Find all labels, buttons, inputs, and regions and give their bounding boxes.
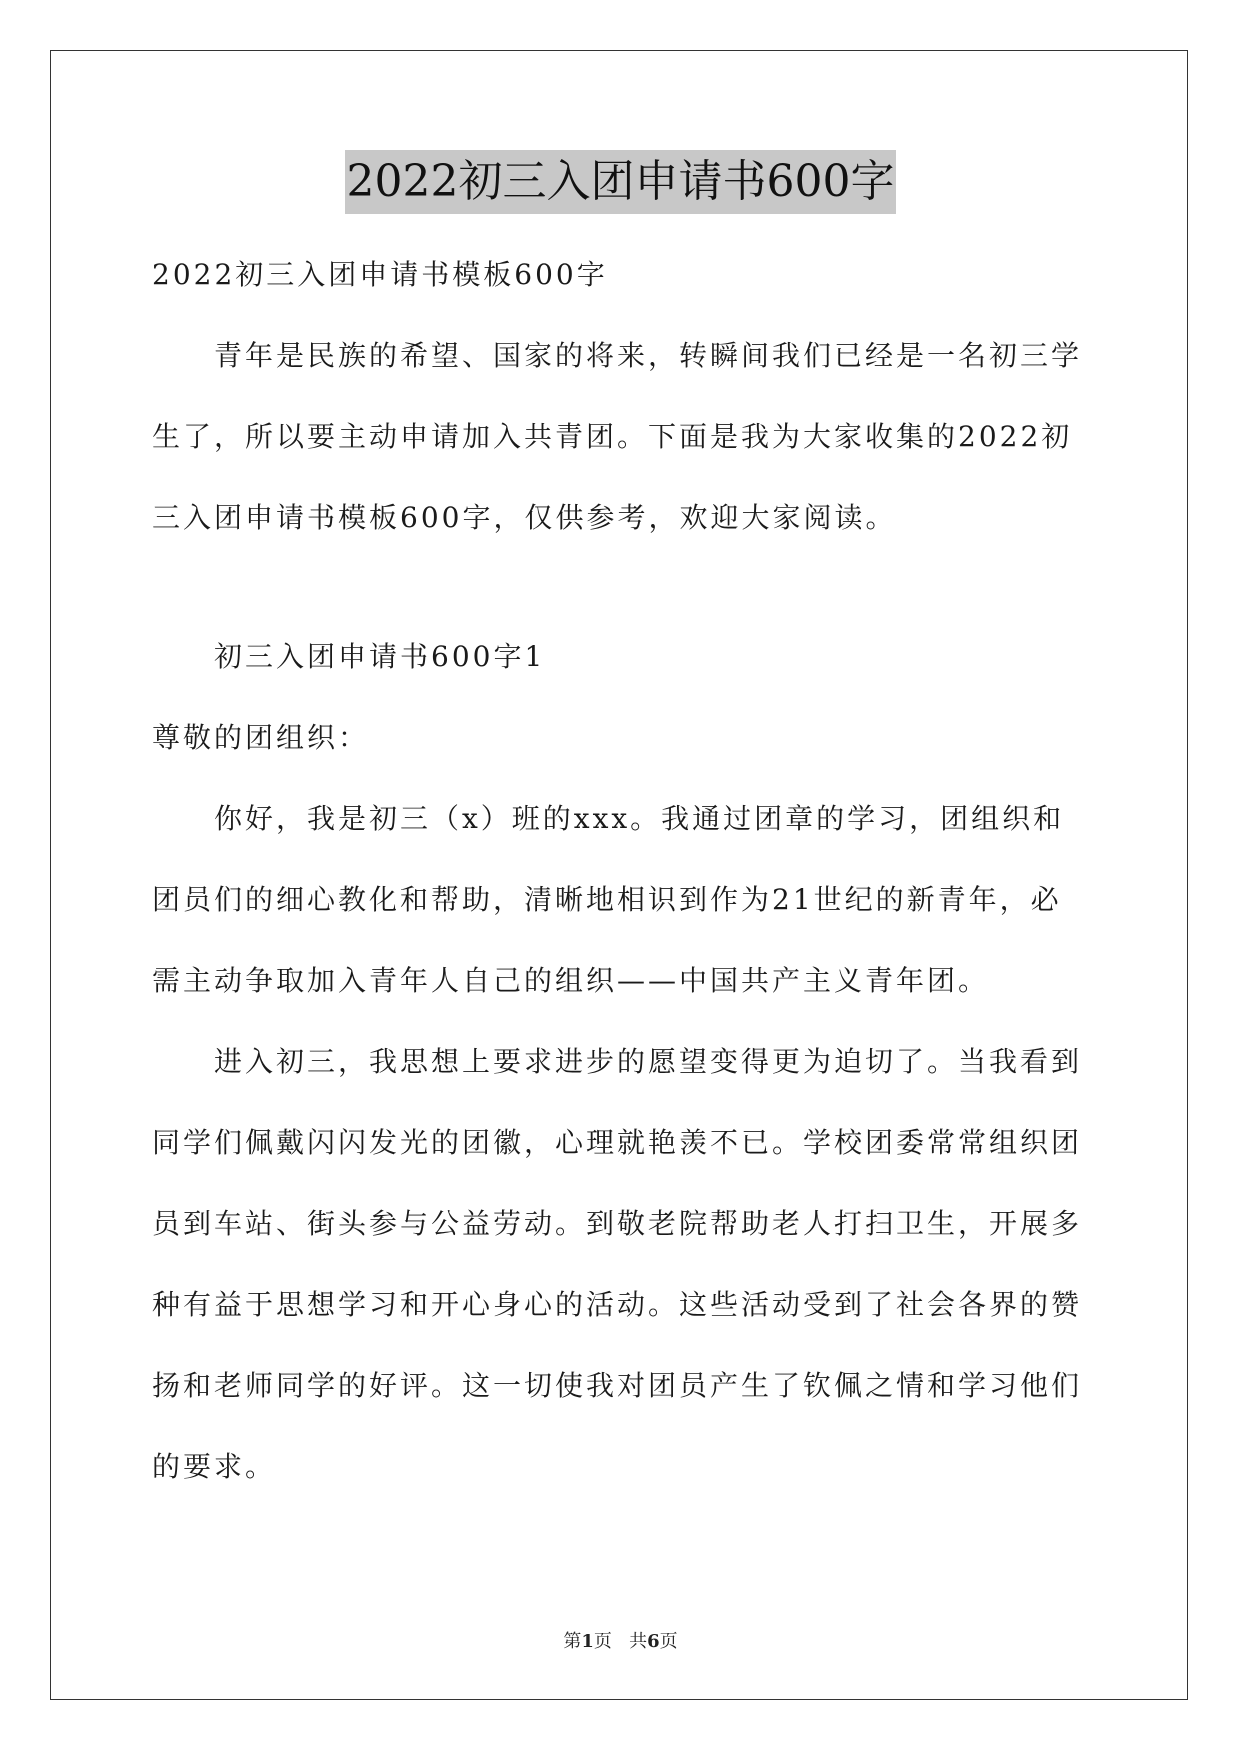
salutation: 尊敬的团组织：	[152, 721, 370, 754]
section-spacer	[152, 558, 1088, 616]
page-footer	[0, 1627, 1241, 1653]
document-subtitle: 2022初三入团申请书模板600字	[152, 258, 608, 291]
body-paragraph-2: 进入初三，我思想上要求进步的愿望变得更为迫切了。当我看到同学们佩戴闪闪发光的团徽，心理就艳羡不已。学校团委常常组织团员到车站、街头参与公益劳动。到敬老院帮助老人打扫卫生，开展多种有益于思想学习和开心身心的活动。这些活动受到了社会各界的赞扬和老师同学的好评。这一切使我对团员产生了钦佩之情和学习他们的要求。	[152, 1045, 1083, 1483]
page-suffix: 页	[593, 1631, 612, 1652]
body-paragraph-1: 你好，我是初三（x）班的xxx。我通过团章的学习，团组织和团员们的细心教化和帮助，清晰地相识到作为21世纪的新青年，必需主动争取加入青年人自己的组织——中国共产主义青年团。	[152, 802, 1065, 997]
intro-paragraph: 青年是民族的希望、国家的将来，转瞬间我们已经是一名初三学生了，所以要主动申请加入共青团。下面是我为大家收集的2022初三入团申请书模板600字，仅供参考，欢迎大家阅读。	[152, 339, 1083, 534]
title-container	[0, 150, 1241, 214]
total-suffix: 页	[659, 1631, 678, 1652]
current-page-number: 1	[581, 1631, 594, 1652]
section-heading: 初三入团申请书600字1	[214, 640, 546, 673]
total-page-number: 6	[647, 1631, 660, 1652]
document-body	[152, 234, 1088, 1507]
total-prefix: 共	[629, 1631, 648, 1652]
document-title: 2022初三入团申请书600字	[345, 150, 897, 214]
page-prefix: 第	[563, 1631, 582, 1652]
